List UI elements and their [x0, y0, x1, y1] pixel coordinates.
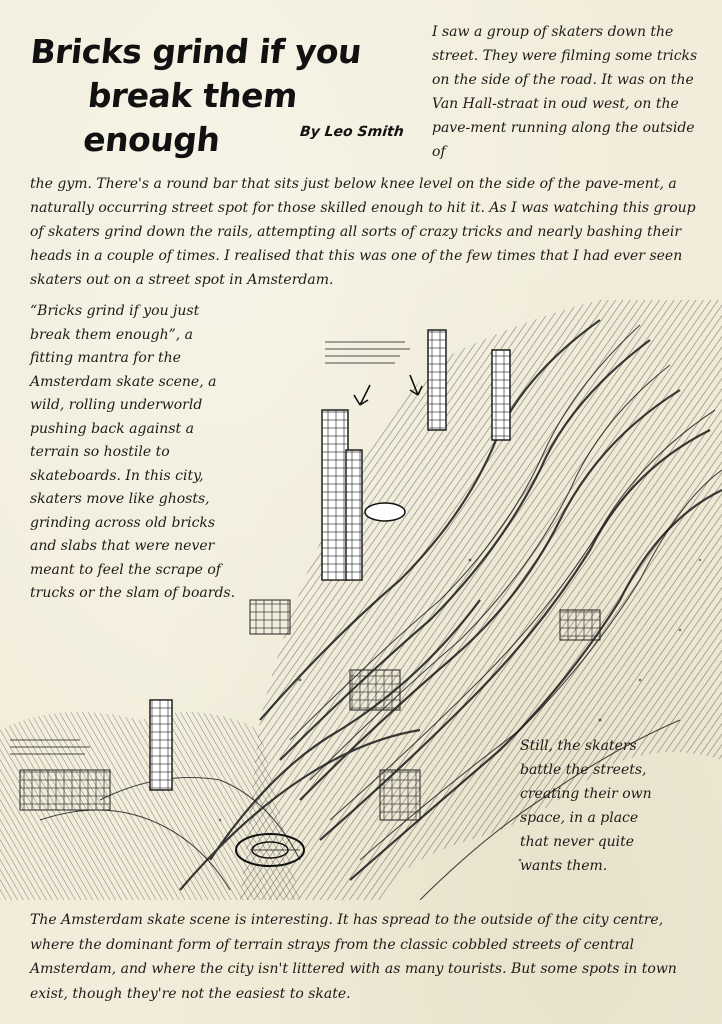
- title-line-2: break them enough: [81, 76, 300, 159]
- still-paragraph: Still, the skaters battle the streets, creating their own space, in a place that never quite wants them.: [520, 738, 652, 874]
- final-paragraph: The Amsterdam skate scene is interesting. It has spread to the outside of the city centre, where the dominant form of terrain strays from the classic cobbled streets of central Amsterdam, and where the city isn't littered with as many tourists. But some spots in town exist, though they're not the easiest to skate.: [30, 912, 677, 1002]
- byline: By Leo Smith: [299, 124, 405, 140]
- article-title: [19, 30, 413, 162]
- title-line-1: Bricks grind if you: [28, 32, 364, 71]
- quote-paragraph: “Bricks grind if you just break them enough”, a fitting mantra for the Amsterdam skate scene, a wild, rolling underworld pushing back against a terrain so hostile to skateboards. In this city, skaters move like ghosts, grinding across old bricks and slabs that were never meant to feel the scrape of trucks or the slam of boards.: [30, 303, 236, 601]
- intro-paragraph-continued: the gym. There's a round bar that sits just below knee level on the side of the pave-ment, a naturally occurring street spot for those skilled enough to hit it. As I was watching this group of skaters grind down the rails, attempting all sorts of crazy tricks and nearly bashing their heads in a couple of times. I realised that this was one of the few times that I had ever seen skaters out on a street spot in Amsterdam.: [30, 176, 696, 288]
- intro-paragraph-right: I saw a group of skaters down the street. They were filming some tricks on the side of the road. It was on the Van Hall-straat in oud west, on the pave-ment running along the outside of: [432, 24, 698, 160]
